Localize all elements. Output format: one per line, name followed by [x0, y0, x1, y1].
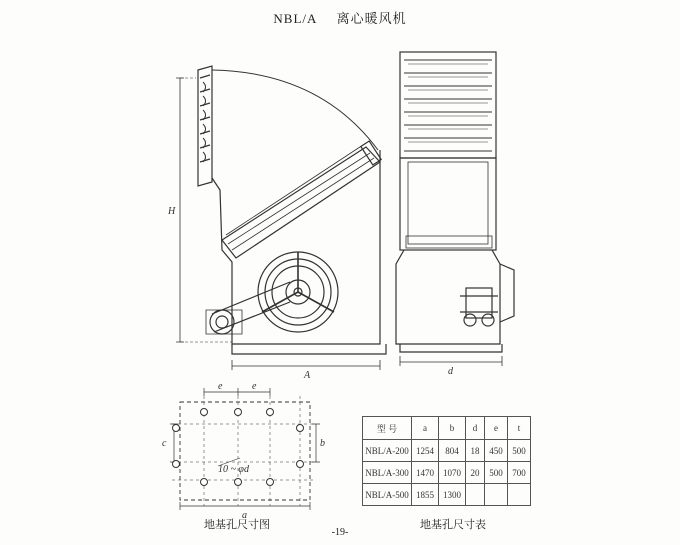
plan-e-label: e: [218, 381, 223, 392]
plan-caption: 地基孔尺寸图: [204, 518, 270, 531]
front-view: [396, 52, 514, 366]
table-header: 型 号: [363, 417, 412, 440]
plan-a-label: a: [242, 510, 247, 521]
product-name: 离心暖风机: [336, 12, 407, 27]
table-header: a: [412, 417, 439, 440]
table-header: d: [466, 417, 485, 440]
foundation-plan: [170, 388, 320, 510]
hole: [297, 461, 304, 468]
plan-c-label: c: [162, 438, 167, 449]
height-dim-label: H: [168, 206, 176, 217]
table-row: [363, 462, 531, 484]
table-cell: 450: [485, 440, 508, 462]
model-code: NBL/A: [273, 11, 318, 26]
table-cell: 500: [485, 462, 508, 484]
table-row: [363, 440, 531, 462]
depth-dim-label: A: [304, 370, 311, 381]
table-cell: NBL/A-300: [363, 462, 412, 484]
hole: [173, 461, 180, 468]
hole: [235, 479, 242, 486]
holes-label: 10 ~ φd: [218, 464, 249, 475]
hole: [297, 425, 304, 432]
table-cell: NBL/A-500: [363, 484, 412, 506]
hole: [267, 479, 274, 486]
table-cell: 20: [466, 462, 485, 484]
table-cell: 500: [508, 440, 531, 462]
table-cell: [485, 484, 508, 506]
table-header: t: [508, 417, 531, 440]
table-header-row: [363, 417, 531, 440]
table-caption: 地基孔尺寸表: [420, 518, 486, 531]
table-cell: [466, 484, 485, 506]
page-number: -19-: [331, 527, 349, 538]
table-cell: 18: [466, 440, 485, 462]
table-cell: 700: [508, 462, 531, 484]
table-cell: NBL/A-200: [363, 440, 412, 462]
hole: [173, 425, 180, 432]
table-cell: 1300: [439, 484, 466, 506]
table-cell: [508, 484, 531, 506]
hole: [267, 409, 274, 416]
hole: [201, 479, 208, 486]
foundation-dimension-table: [362, 416, 531, 506]
table-cell: 804: [439, 440, 466, 462]
table-cell: 1070: [439, 462, 466, 484]
plan-b-label: b: [320, 438, 325, 449]
plan-e-label-2: e: [252, 381, 257, 392]
table-cell: 1855: [412, 484, 439, 506]
table-header: b: [439, 417, 466, 440]
side-view: [176, 66, 386, 370]
hole: [201, 409, 208, 416]
width-dim-label: d: [448, 366, 453, 377]
hole: [235, 409, 242, 416]
table-header: e: [485, 417, 508, 440]
table-cell: 1470: [412, 462, 439, 484]
table-row: [363, 484, 531, 506]
table-cell: 1254: [412, 440, 439, 462]
